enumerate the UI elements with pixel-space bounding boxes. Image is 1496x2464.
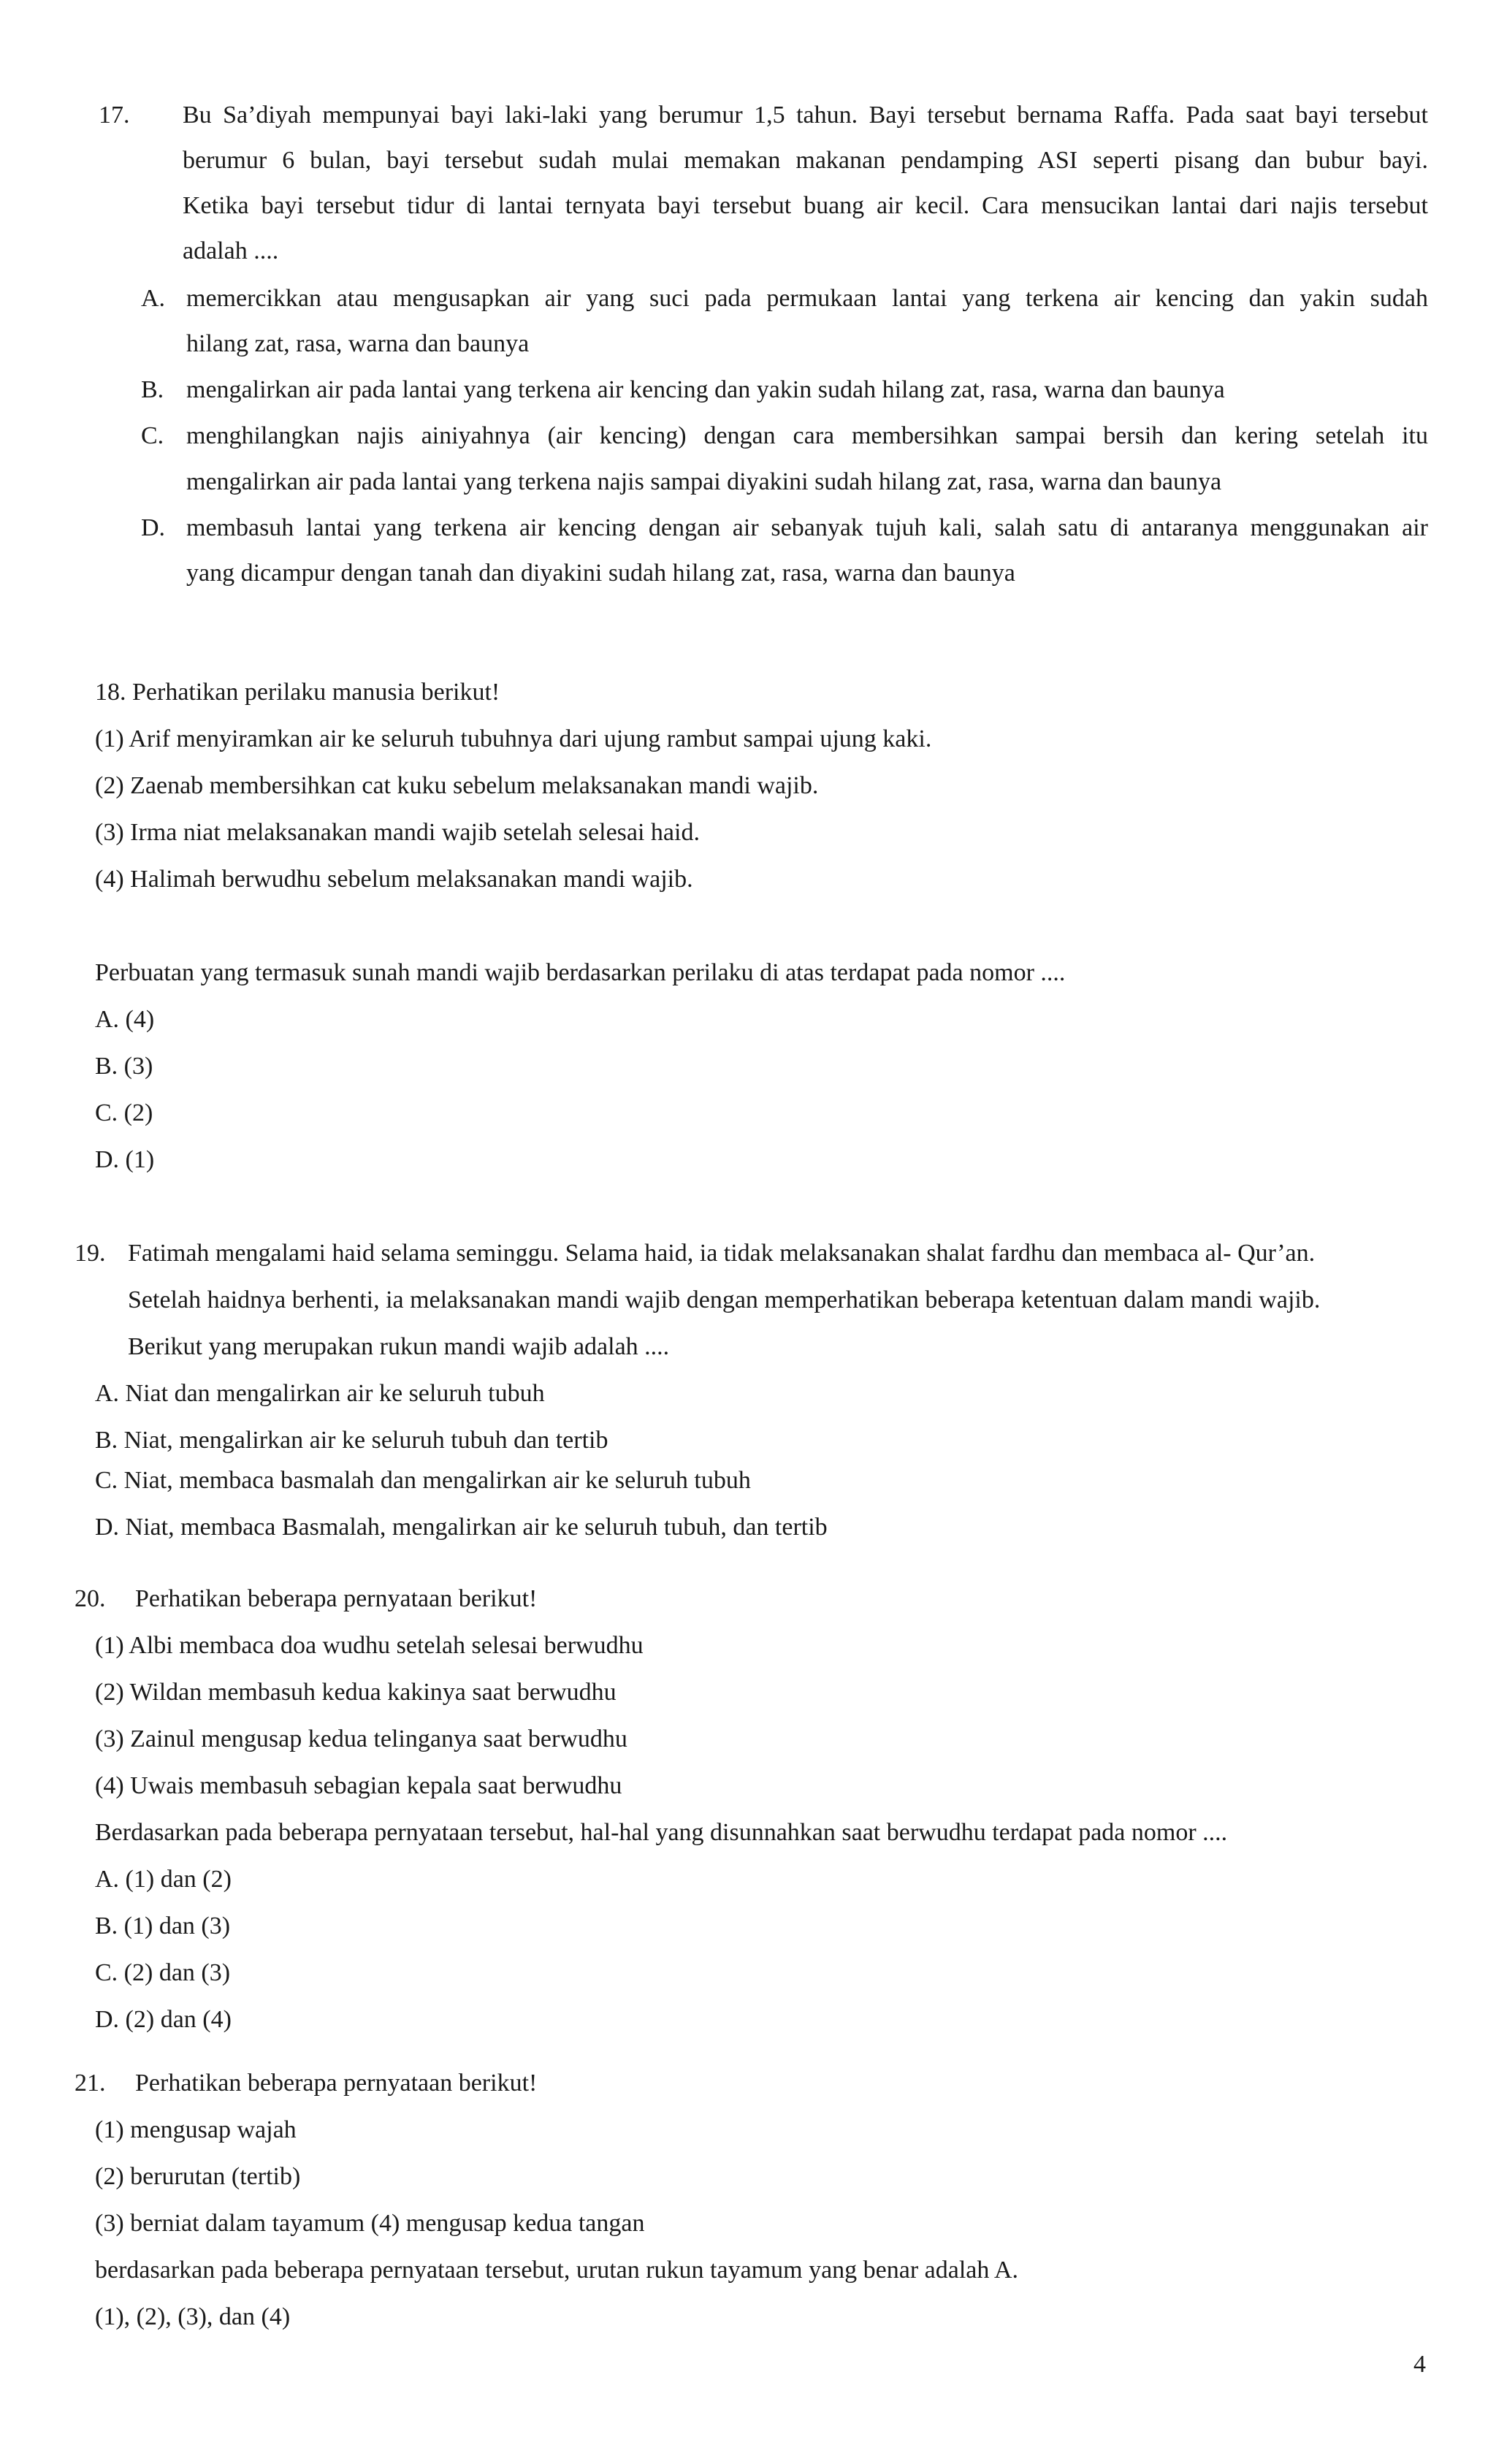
q20-question: Berdasarkan pada beberapa pernyataan tersebut, hal-hal yang disunnahkan saat berwudhu terdapat pada nomor .... — [95, 1819, 1228, 1846]
q17-stem-line-2: berumur 6 bulan, bayi tersebut sudah mulai memakan makanan pendamping ASI seperti pisang dan bubur bayi. — [183, 147, 1428, 174]
q20-option-b: B. (1) dan (3) — [95, 1912, 231, 1939]
q20-statement-2: (2) Wildan membasuh kedua kakinya saat berwudhu — [95, 1679, 617, 1706]
q21-stem: Perhatikan beberapa pernyataan berikut! — [135, 2070, 538, 2097]
q18-statement-2: (2) Zaenab membersihkan cat kuku sebelum melaksanakan mandi wajib. — [95, 772, 819, 799]
q18-option-d: D. (1) — [95, 1146, 155, 1173]
q17-stem-line-1: Bu Sa’diyah mempunyai bayi laki-laki yang berumur 1,5 tahun. Bayi tersebut bernama Raffa. Pada saat bayi tersebut — [183, 102, 1428, 129]
q17-option-a-letter: A. — [141, 285, 166, 312]
q18-statement-1: (1) Arif menyiramkan air ke seluruh tubuhnya dari ujung rambut sampai ujung kaki. — [95, 725, 932, 752]
q20-stem: Perhatikan beberapa pernyataan berikut! — [135, 1585, 538, 1612]
q18-statement-4: (4) Halimah berwudhu sebelum melaksanakan mandi wajib. — [95, 866, 693, 893]
q18-question: Perbuatan yang termasuk sunah mandi wajib berdasarkan perilaku di atas terdapat pada nomor .... — [95, 959, 1066, 986]
q19-option-a: A. Niat dan mengalirkan air ke seluruh tubuh — [95, 1380, 545, 1407]
q17-option-b-letter: B. — [141, 376, 164, 403]
q21-statement-1: (1) mengusap wajah — [95, 2116, 297, 2143]
q19-option-d: D. Niat, membaca Basmalah, mengalirkan air ke seluruh tubuh, dan tertib — [95, 1514, 828, 1541]
q21-statement-3-4: (3) berniat dalam tayamum (4) mengusap kedua tangan — [95, 2210, 645, 2237]
q17-option-c-line-2: mengalirkan air pada lantai yang terkena najis sampai diyakini sudah hilang zat, rasa, warna dan baunya — [186, 468, 1222, 495]
q21-number: 21. — [75, 2070, 106, 2097]
q17-option-d-line-2: yang dicampur dengan tanah dan diyakini sudah hilang zat, rasa, warna dan baunya — [186, 560, 1015, 587]
q17-option-b-line-1: mengalirkan air pada lantai yang terkena air kencing dan yakin sudah hilang zat, rasa, warna dan baunya — [186, 376, 1225, 403]
q18-option-b: B. (3) — [95, 1053, 153, 1080]
q17-stem-line-3: Ketika bayi tersebut tidur di lantai ternyata bayi tersebut buang air kecil. Cara mensucikan lantai dari najis tersebut — [183, 192, 1428, 219]
q21-question: berdasarkan pada beberapa pernyataan tersebut, urutan rukun tayamum yang benar adalah A. — [95, 2257, 1019, 2284]
q17-option-c-letter: C. — [141, 422, 164, 449]
q17-option-c-line-1: menghilangkan najis ainiyahnya (air kencing) dengan cara membersihkan sampai bersih dan kering setelah itu — [186, 422, 1428, 449]
q19-stem-line-2: Setelah haidnya berhenti, ia melaksanakan mandi wajib dengan memperhatikan beberapa ketentuan dalam mandi wajib. — [128, 1286, 1321, 1313]
q19-number: 19. — [75, 1240, 106, 1267]
q19-option-c: C. Niat, membaca basmalah dan mengalirkan air ke seluruh tubuh — [95, 1467, 751, 1494]
q20-number: 20. — [75, 1585, 106, 1612]
q17-option-a-line-1: memercikkan atau mengusapkan air yang suci pada permukaan lantai yang terkena air kencing dan yakin sudah — [186, 285, 1428, 312]
q20-statement-1: (1) Albi membaca doa wudhu setelah selesai berwudhu — [95, 1632, 644, 1659]
q21-statement-2: (2) berurutan (tertib) — [95, 2163, 301, 2190]
q18-option-a: A. (4) — [95, 1006, 155, 1033]
q20-option-d: D. (2) dan (4) — [95, 2006, 232, 2033]
q17-option-d-line-1: membasuh lantai yang terkena air kencing dengan air sebanyak tujuh kali, salah satu di antaranya menggunakan air — [186, 514, 1428, 541]
q17-option-a-line-2: hilang zat, rasa, warna dan baunya — [186, 330, 530, 357]
q20-option-c: C. (2) dan (3) — [95, 1959, 231, 1986]
q20-statement-4: (4) Uwais membasuh sebagian kepala saat berwudhu — [95, 1772, 622, 1799]
q19-stem-line-1: Fatimah mengalami haid selama seminggu. Selama haid, ia tidak melaksanakan shalat fardhu dan membaca al- Qur’an. — [128, 1240, 1316, 1267]
q20-option-a: A. (1) dan (2) — [95, 1866, 232, 1893]
q18-statement-3: (3) Irma niat melaksanakan mandi wajib setelah selesai haid. — [95, 819, 700, 846]
q18-option-c: C. (2) — [95, 1099, 153, 1126]
q20-statement-3: (3) Zainul mengusap kedua telinganya saat berwudhu — [95, 1725, 627, 1752]
q21-option-a-text: (1), (2), (3), dan (4) — [95, 2303, 291, 2330]
q18-heading: 18. Perhatikan perilaku manusia berikut! — [95, 679, 500, 706]
q19-stem-line-3: Berikut yang merupakan rukun mandi wajib adalah .... — [128, 1333, 670, 1360]
q19-option-b: B. Niat, mengalirkan air ke seluruh tubuh dan tertib — [95, 1427, 608, 1454]
q17-number: 17. — [99, 102, 130, 129]
q17-option-d-letter: D. — [141, 514, 166, 541]
page-number: 4 — [1413, 2351, 1426, 2378]
q17-stem-line-4: adalah .... — [183, 237, 279, 264]
